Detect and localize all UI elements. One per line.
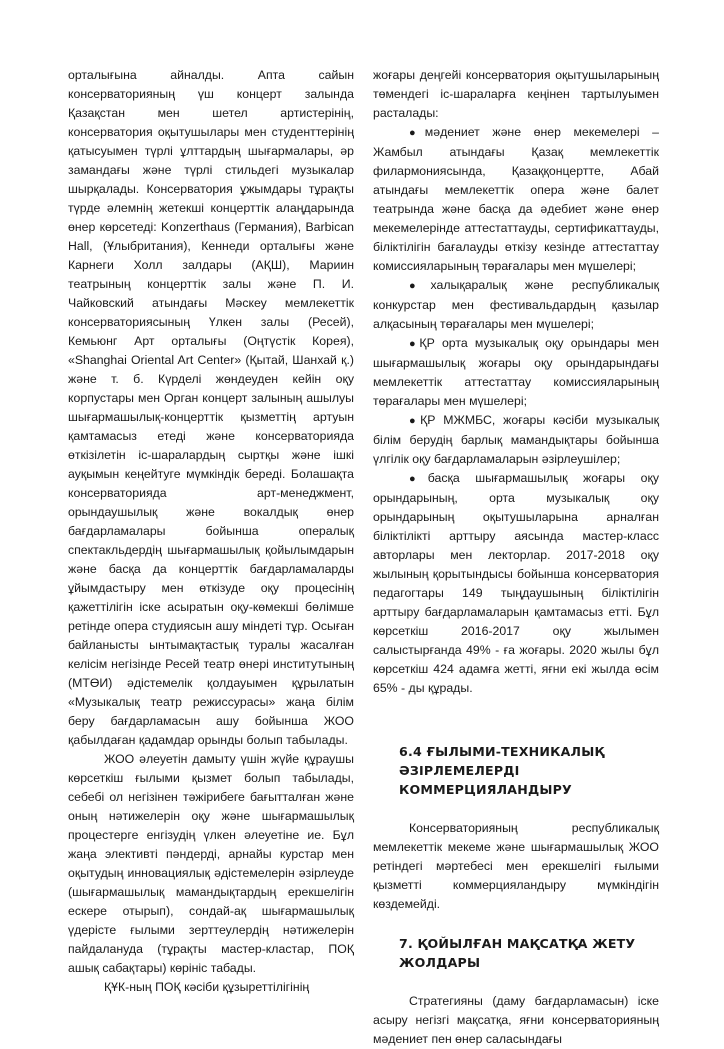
section-heading-7: 7. ҚОЙЫЛҒАН МАҚСАТҚА ЖЕТУ ЖОЛДАРЫ [399,936,636,970]
bullet-text: ҚР орта музыкалық оқу орындары мен шығармашылық жоғары оқу орындарындағы мемлекеттік аттестаттау комиссияларының төрағалары мен мүшелері; [373,336,659,408]
bullet-item [373,469,659,698]
left-paragraph-1: орталығына айналды. Апта сайын консерваторияның үш концерт залында Қазақстан мен шетел артистерінің, консерватория оқытушылары мен студенттерінің қатысуымен түрлі ұлттардың шығармалары, әр замандағы және түрлі стильдегі музыкалар шырқалады. Консерватория ұжымдары тұрақты түрде әлемнің жетекші концерттік алаңдарында өнер көрсетеді: Konzerthaus (Германия), Barbican Hall, (Ұлыбритания), Кеннеди орталығы және Карнеги Холл залдары (АҚШ), Мариин театрының концерттік залы және П. И. Чайковский атындағы Мәскеу мемлекеттік консерваториясының Үлкен залы (Ресей), Кемьюнг Арт орталығы (Оңтүстік Корея), «Shanghai Oriental Art Center» (Қытай, Шанхай қ.) және т. б. Күрделі жөндеуден кейін оқу корпустары мен Орган концерт залының ашылуы шығармашылық-концерттік қызметтің артуын қамтамасыз етеді және консерваторияда өткізілетін іс-шаралардың сыртқы және ішкі ауқымын кеңейтуге мүмкіндік береді. Болашақта консерваторияда арт-менеджмент, орындаушылық және вокалдық өнер бағдарламалары бойынша опералық спектакльдердің шығармашылық қойылымдарын және басқа да концерттік бағдарламаларды ұйымдастыру мен өткізуде оқу процесінің қажеттілігін іске асыратын оқу-көмекші бөлімше ретінде опера студиясын ашу міндеті тұр. Осыған байланысты ынтымақтастық туралы жасалған келісім негізінде Ресей театр өнері институтының (МТӨИ) әдістемелік қолдауымен құрылатын «Музыкалық театр режиссурасы» жаңа білім беру бағдарламасын ашу бойынша ЖОО қабылдаған қадамдар орынды болып табылады. [68,68,354,747]
left-paragraph-3: ҚҰК-ның ПОҚ кәсіби құзыреттілігінің [104,980,310,994]
right-column [373,66,659,1049]
right-paragraph-1: жоғары деңгейі консерватория оқытушыларының төмендегі іс-шараларға кеңінен тартылуымен расталады: [373,68,659,120]
bullet-text: халықаралық және республикалық конкурстар мен фестивальдардың қазылар алқасының төрағалары мен мүшелері; [373,278,659,331]
bullet-item [373,411,659,469]
left-paragraph-2: ЖОО әлеуетін дамыту үшін жүйе құраушы көрсеткіш ғылыми қызмет болып табылады, себебі ол негізінен тәжірибеге бағытталған және оның нәтижелерін оқу және шығармашылық процестерге енгізудің үлкен әлеуетіне ие. Бұл жаңа элективті пәндерді, арнайы курстар мен оқытудың инновациялық әдістемелерін әзірлеуде (шығармашылық мамандықтардың ерекшелігін ескере отырып), сондай-ақ шығармашылық үдерісте ғылыми зерттеулердің нәтижелерін пайдалануда (тұрақты мастер-кластар, ПОҚ ашық сабақтары) көрініс табады. [68,752,354,975]
bullet-item [373,123,659,276]
bullet-text: мәдениет және өнер мекемелері – Жамбыл атындағы Қазақ мемлекеттік филармониясында, Қазаққонцертте, Абай атындағы мемлекеттік опера және балет театрында және басқа да әдебиет және өнер мекемелерінде аттестаттауды, сертификаттауды, біліктілігін бағалауды өткізу кезінде аттестаттау комиссияларының төрағалары мен мүшелері; [373,125,659,273]
bullet-icon: ● [409,127,425,139]
bullet-icon: ● [409,473,428,485]
bullet-text: басқа шығармашылық жоғары оқу орындарының, орта музыкалық оқу орындарының оқытушыларына арналған біліктілікті арттыру аясында мастер-класс авторлары мен лекторлар. 2017-2018 оқу жылының қорытындысы бойынша консерватория педагогтары 149 тыңдаушының біліктілігін арттыру бағдарламаларын қамтамасыз етті. Бұл көрсеткіш 2016-2017 оқу жылымен салыстырғанда 49% - ға жоғары. 2020 жылы бұл көрсеткіш 424 адамға жетті, яғни екі жылда өсім 65% - ды құрады. [373,471,659,695]
bullet-icon: ● [409,280,431,292]
bullet-item [373,276,659,334]
section-heading-6-4: 6.4 ҒЫЛЫМИ-ТЕХНИКАЛЫҚ ӘЗІРЛЕМЕЛЕРДІ КОММЕРЦИЯЛАНДЫРУ [399,744,605,797]
bullet-icon: ● [409,415,421,427]
bullet-icon: ● [409,338,420,350]
bullet-item [373,334,659,411]
bullet-text: ҚР МЖМБС, жоғары кәсіби музыкалық білім берудің барлық мамандықтары бойынша үлгілік оқу бағдарламаларын әзірлеушілер; [373,413,659,466]
section-6-4-text: Консерваторияның республикалық мемлекеттік мекеме және шығармашылық ЖОО ретіндегі мәртебесі мен ерекшелігі ғылыми қызметті коммерцияландыру мүмкіндігін көздемейді. [373,821,659,911]
section-7-text: Стратегияны (даму бағдарламасын) іске асыру негізгі мақсатқа, яғни консерваторияның мәдениет пен өнер саласындағы [373,994,659,1046]
left-column [68,66,354,997]
